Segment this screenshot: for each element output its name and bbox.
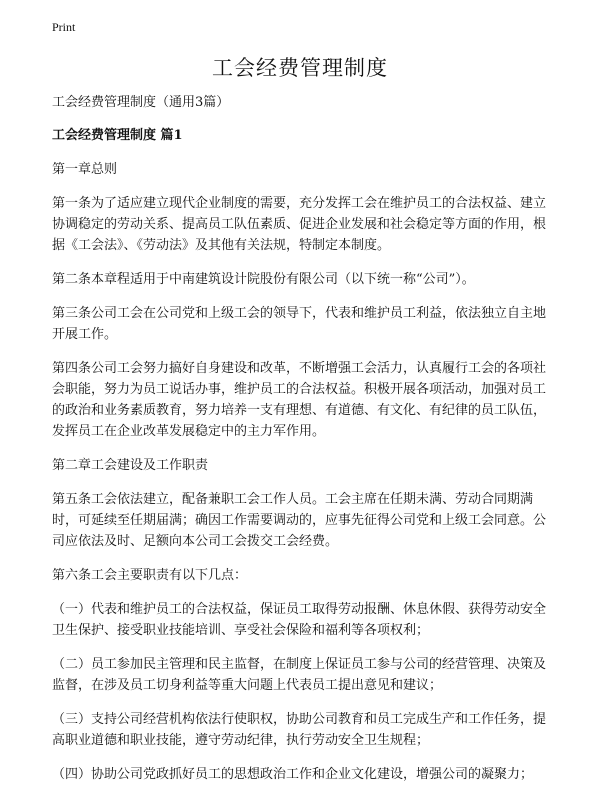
chapter-heading: 第二章工会建设及工作职责 — [52, 458, 209, 473]
duty-list-item: （三）支持公司经营机构依法行使职权，协助公司教育和员工完成生产和工作任务，提高职业道德和职业技能，遵守劳动纪律，执行劳动安全卫生规程； — [52, 712, 547, 748]
article-paragraph: 第五条工会依法建立，配备兼职工会工作人员。工会主席在任期未满、劳动合同期满时，可延续至任期届满；确因工作需要调动的，应事先征得公司党和上级工会同意。公司应依法及时、足额向本公司工会拨交工会经费。 — [52, 492, 547, 549]
article-paragraph: 第三条公司工会在公司党和上级工会的领导下，代表和维护员工利益，依法独立自主地开展工作。 — [52, 306, 547, 342]
duty-list-item: （二）员工参加民主管理和民主监督，在制度上保证员工参与公司的经营管理、决策及监督，在涉及员工切身利益等重大问题上代表员工提出意见和建议； — [52, 657, 547, 693]
section-heading: 工会经费管理制度 篇1 — [52, 128, 183, 143]
article-paragraph: 第二条本章程适用于中南建筑设计院股份有限公司（以下统一称“公司”）。 — [52, 272, 475, 287]
article-paragraph: 第一条为了适应建立现代企业制度的需要，充分发挥工会在维护员工的合法权益、建立协调稳定的劳动关系、提高员工队伍素质、促进企业发展和社会稳定等方面的作用，根据《工会法》、《劳动法》及其他有关法规，特制定本制度。 — [52, 196, 547, 253]
document-body — [52, 92, 556, 798]
duty-list-item: （一）代表和维护员工的合法权益，保证员工取得劳动报酬、休息休假、获得劳动安全卫生保护、接受职业技能培训、享受社会保险和福利等各项权利； — [52, 602, 547, 638]
article-paragraph: 第六条工会主要职责有以下几点： — [52, 568, 248, 583]
article-paragraph: 第四条公司工会努力搞好自身建设和改革，不断增强工会活力，认真履行工会的各项社会职能，努力为员工说话办事，维护员工的合法权益。积极开展各项活动，加强对员工的政治和业务素质教育，努力培养一支有理想、有道德、有文化、有纪律的员工队伍，发挥员工在企业改革发展稳定中的主力军作用。 — [52, 361, 547, 439]
document-subtitle: 工会经费管理制度（通用3篇） — [52, 95, 230, 110]
chapter-heading: 第一章总则 — [52, 162, 118, 177]
document-title: 工会经费管理制度 — [212, 56, 388, 80]
print-label: Print — [52, 20, 76, 34]
duty-list-item: （四）协助公司党政抓好员工的思想政治工作和企业文化建设，增强公司的凝聚力； — [52, 767, 534, 782]
